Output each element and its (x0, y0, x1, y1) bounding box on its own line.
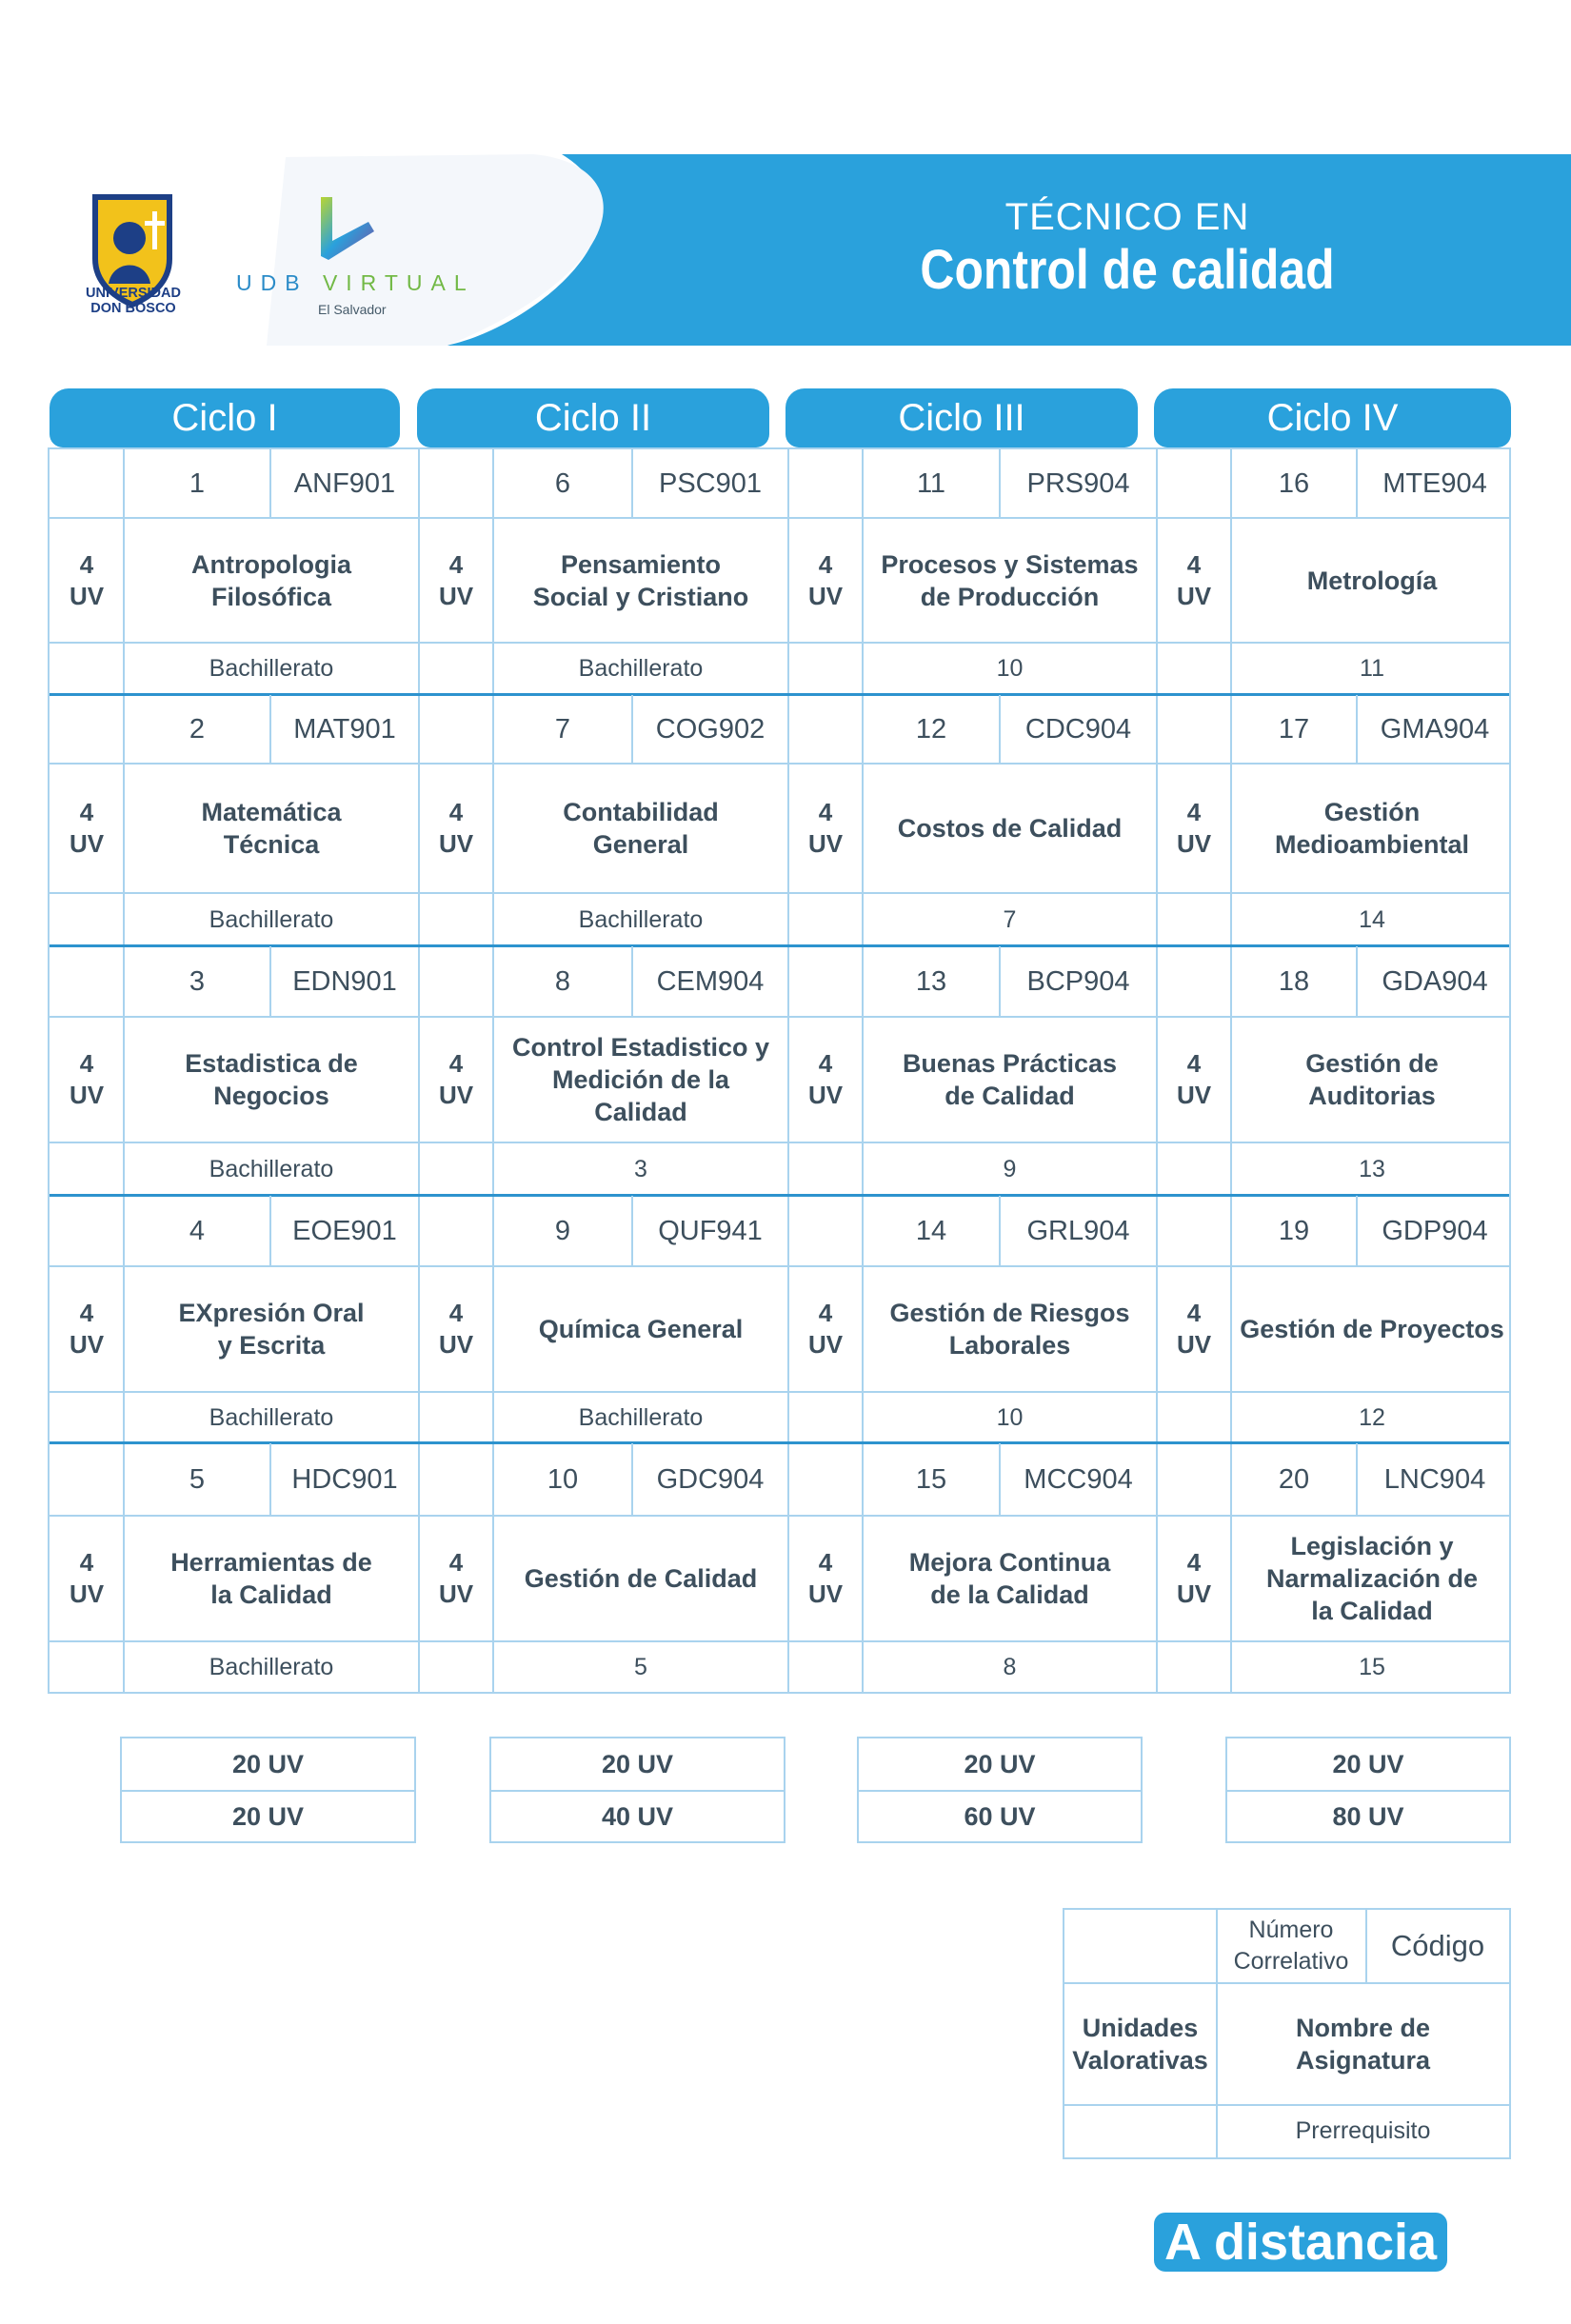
uv-cycle: 20 UV (1332, 1749, 1404, 1778)
subject-uv: 4 UV (69, 549, 105, 610)
degree-title: Control de calidad (920, 239, 1335, 301)
subject-name: Gestión de Proyectos (1240, 1315, 1504, 1343)
subject-uv: 4 UV (807, 1299, 844, 1359)
subject-number: 13 (915, 965, 947, 997)
subject-prerequisite: Bachillerato (209, 1155, 334, 1182)
subject-name: Gestión de Auditorias (1305, 1049, 1439, 1110)
subject-uv: 4 UV (1176, 549, 1212, 610)
subject-uv: 4 UV (69, 1548, 105, 1608)
subject-code: GMA904 (1380, 713, 1490, 745)
subject-number: 3 (189, 965, 206, 997)
subject-code: MTE904 (1382, 467, 1487, 499)
subject-name: Gestión de Riesgos Laborales (889, 1299, 1130, 1360)
subject-prerequisite: 13 (1359, 1155, 1385, 1182)
subject-number: 9 (554, 1215, 571, 1246)
cycle-header-3: Ciclo III (786, 388, 1138, 447)
subject-number: 15 (915, 1463, 947, 1495)
subject-name: Antropologia Filosófica (191, 549, 351, 611)
subject-uv: 4 UV (438, 549, 474, 610)
subject-prerequisite: Bachillerato (209, 1403, 334, 1431)
subject-number: 20 (1278, 1463, 1310, 1495)
subject-uv: 4 UV (438, 798, 474, 858)
subject-number: 19 (1278, 1215, 1310, 1246)
uv-cycle: 20 UV (231, 1749, 305, 1778)
subject-name: EXpresión Oral y Escrita (178, 1299, 365, 1360)
uv-cycle: 20 UV (601, 1749, 674, 1778)
uv-cumulative: 40 UV (491, 1790, 784, 1841)
subject-prerequisite: 10 (996, 655, 1024, 682)
subject-code: PSC901 (658, 467, 762, 499)
subject-prerequisite: 3 (634, 1155, 647, 1182)
curriculum-grid (48, 447, 1511, 1694)
legend-uv: Unidades Valorativas (1072, 2013, 1208, 2075)
subject-uv: 4 UV (807, 1049, 844, 1109)
subject-uv: 4 UV (1176, 1299, 1212, 1359)
subject-uv: 4 UV (807, 549, 844, 610)
subject-number: 11 (916, 467, 946, 499)
subject-code: CEM904 (656, 965, 765, 997)
legend-prereq: Prerrequisito (1295, 2117, 1431, 2144)
uv-cumulative: 20 UV (122, 1790, 414, 1841)
subject-code: MAT901 (293, 713, 396, 745)
legend-code: Código (1390, 1929, 1485, 1962)
subject-code: GRL904 (1026, 1215, 1130, 1246)
subject-name: Gestión de Calidad (524, 1564, 758, 1593)
subject-name: Mejora Continua de la Calidad (908, 1548, 1111, 1609)
subject-number: 12 (915, 713, 947, 745)
subject-prerequisite: 15 (1359, 1654, 1385, 1680)
subject-name: Control Estadistico y Medición de la Calidad (511, 1033, 770, 1126)
subject-code: GDA904 (1382, 965, 1488, 997)
subject-uv: 4 UV (69, 1049, 105, 1109)
subject-prerequisite: 11 (1360, 655, 1384, 682)
subject-code: LNC904 (1383, 1463, 1486, 1495)
subject-prerequisite: Bachillerato (578, 655, 704, 682)
subject-prerequisite: 10 (996, 1403, 1024, 1431)
udb-virtual-play-logo (311, 193, 388, 268)
subject-prerequisite: 5 (634, 1654, 647, 1680)
subject-prerequisite: 14 (1359, 905, 1385, 933)
legend-number: Número Correlativo (1233, 1917, 1349, 1975)
uv-total-box (857, 1737, 1143, 1843)
subject-name: Buenas Prácticas de Calidad (902, 1049, 1118, 1110)
subject-prerequisite: Bachillerato (578, 905, 704, 933)
subject-name: Costos de Calidad (897, 814, 1123, 843)
subject-prerequisite: Bachillerato (578, 1403, 704, 1431)
subject-number: 17 (1278, 713, 1310, 745)
subject-number: 2 (189, 713, 206, 745)
subject-number: 1 (189, 467, 206, 499)
subject-uv: 4 UV (807, 1548, 844, 1608)
subject-code: CDC904 (1024, 713, 1132, 745)
subject-number: 4 (189, 1215, 206, 1246)
uv-total-box (489, 1737, 786, 1843)
subject-number: 10 (547, 1463, 579, 1495)
subject-uv: 4 UV (69, 1299, 105, 1359)
subject-number: 18 (1278, 965, 1310, 997)
subject-uv: 4 UV (438, 1548, 474, 1608)
cycle-header-2: Ciclo II (417, 388, 769, 447)
legend-name: Nombre de Asignatura (1295, 2013, 1431, 2075)
subject-name: Gestión Medioambiental (1274, 798, 1470, 859)
subject-prerequisite: Bachillerato (209, 655, 334, 682)
subject-number: 7 (554, 713, 571, 745)
subject-name: Estadistica de Negocios (185, 1049, 358, 1110)
subject-uv: 4 UV (1176, 1049, 1212, 1109)
subject-code: MCC904 (1024, 1463, 1133, 1495)
subject-prerequisite: 9 (1003, 1155, 1017, 1182)
subject-code: HDC901 (291, 1463, 398, 1495)
subject-number: 16 (1278, 467, 1310, 499)
virtual-country: El Salvador (318, 302, 387, 317)
subject-uv: 4 UV (1176, 1548, 1212, 1608)
subject-name: Legislación y Narmalización de la Calidad (1265, 1532, 1479, 1625)
subject-number: 8 (554, 965, 571, 997)
uv-cumulative: 60 UV (859, 1790, 1141, 1841)
university-logo-text: UNIVERSIDAD DON BOSCO (86, 286, 181, 316)
subject-code: ANF901 (293, 467, 396, 499)
subject-code: QUF941 (658, 1215, 763, 1246)
cycle-header-1: Ciclo I (50, 388, 400, 447)
subject-uv: 4 UV (1176, 798, 1212, 858)
subject-name: Metrología (1306, 566, 1438, 595)
subject-name: Química General (538, 1315, 744, 1343)
virtual-word-a: UDB (236, 270, 323, 295)
subject-uv: 4 UV (438, 1299, 474, 1359)
uv-cumulative: 80 UV (1227, 1790, 1509, 1841)
subject-number: 5 (189, 1463, 206, 1495)
degree-prefix: TÉCNICO EN (1004, 196, 1250, 238)
cycle-header-4: Ciclo IV (1154, 388, 1511, 447)
subject-uv: 4 UV (807, 798, 844, 858)
subject-code: GDC904 (656, 1463, 765, 1495)
subject-name: Procesos y Sistemas de Producción (881, 549, 1139, 611)
uv-total-box (1225, 1737, 1511, 1843)
subject-name: Matemática Técnica (201, 798, 342, 859)
subject-prerequisite: 12 (1359, 1403, 1385, 1431)
subject-number: 6 (554, 467, 571, 499)
subject-code: COG902 (655, 713, 766, 745)
subject-prerequisite: Bachillerato (209, 905, 334, 933)
subject-name: Herramientas de la Calidad (170, 1548, 372, 1609)
legend-box (1063, 1908, 1511, 2159)
subject-code: GDP904 (1382, 1215, 1488, 1246)
subject-code: BCP904 (1026, 965, 1130, 997)
uv-total-box (120, 1737, 416, 1843)
subject-prerequisite: 8 (1003, 1654, 1017, 1680)
modality-badge: A distancia (1154, 2213, 1447, 2272)
subject-name: Contabilidad General (563, 798, 719, 859)
subject-prerequisite: 7 (1003, 905, 1017, 933)
subject-uv: 4 UV (69, 798, 105, 858)
uv-cycle: 20 UV (964, 1749, 1036, 1778)
subject-code: EOE901 (292, 1215, 397, 1246)
udb-virtual-wordmark (236, 270, 475, 296)
subject-code: EDN901 (292, 965, 397, 997)
subject-prerequisite: Bachillerato (209, 1654, 334, 1680)
subject-code: PRS904 (1026, 467, 1130, 499)
subject-name: Pensamiento Social y Cristiano (532, 549, 749, 611)
subject-uv: 4 UV (438, 1049, 474, 1109)
subject-number: 14 (915, 1215, 947, 1246)
virtual-word-b: VIRTUAL (322, 270, 475, 295)
